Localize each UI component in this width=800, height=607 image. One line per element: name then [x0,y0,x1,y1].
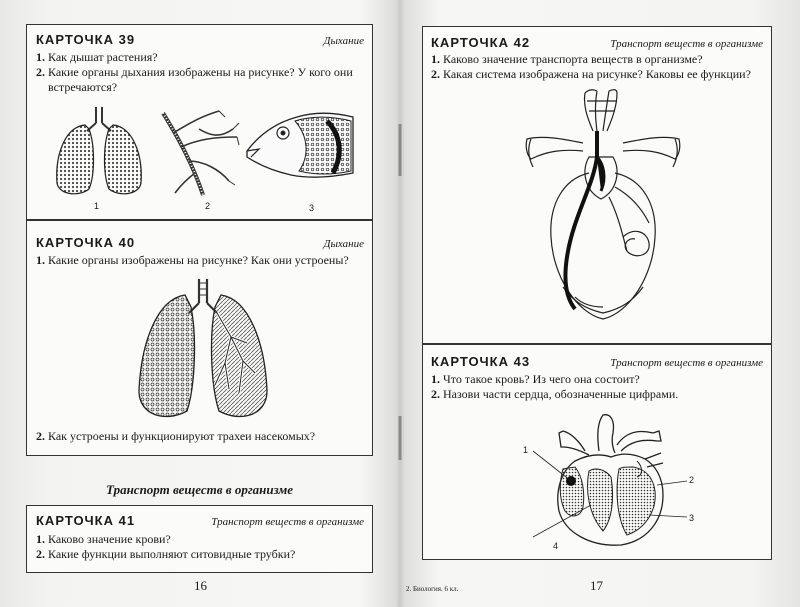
card-40-topic: Дыхание [323,238,364,250]
lungs-illustration-2 [135,277,271,425]
card-43-topic: Транспорт веществ в организме [610,357,763,369]
card-40-title: КАРТОЧКА 40 [36,235,136,250]
card-39-topic: Дыхание [323,35,364,47]
card-42-question-1: Каково значение транспорта веществ в организме? [443,52,703,66]
circulatory-system-illustration [523,87,683,327]
card-41: КАРТОЧКА 41 Транспорт веществ в организме 1. Каково значение крови? 2. Какие функции выполняют ситовидные трубки? [26,505,373,573]
binding-staples [392,120,408,480]
card-40-question-2: Как устроены и функционируют трахеи насекомых? [48,429,316,443]
left-page [0,0,396,607]
card-39-question-2-cont: встречаются? [48,80,118,94]
page-number-left: 16 [194,578,207,593]
card-41-topic: Транспорт веществ в организме [211,516,364,528]
card-39-label-1: 1 [94,201,100,211]
heart-label-4: 4 [553,541,559,551]
card-43-title: КАРТОЧКА 43 [431,354,531,369]
card-40: КАРТОЧКА 40 Дыхание 1. Какие органы изображены на рисунке? Как они устроены? 2. Как устроены и функционируют трахеи насекомых? [26,220,373,456]
lungs-illustration-1 [51,105,147,197]
card-41-question-1: Каково значение крови? [48,532,171,546]
heart-label-3: 3 [689,513,695,523]
card-42-question-2: Какая система изображена на рисунке? Каковы ее функции? [443,67,751,81]
card-39-label-3: 3 [309,203,315,213]
page-number-right: 17 [590,578,603,593]
card-42-topic: Транспорт веществ в организме [610,38,763,50]
card-41-title: КАРТОЧКА 41 [36,513,136,528]
tracheae-illustration [159,109,241,197]
card-43-question-2: Назови части сердца, обозначенные цифрами. [443,387,679,401]
footnote: 2. Биология. 6 кл. [406,585,459,593]
right-page [404,0,800,607]
card-39: КАРТОЧКА 39 Дыхание 1. Как дышат растения? 2. Какие органы дыхания изображены на рисунке? У кого они встречаются? 1 2 3 [26,24,373,220]
card-43: КАРТОЧКА 43 Транспорт веществ в организме 1. Что такое кровь? Из чего она состоит? 2. Назови части сердца, обозначенные цифрами. 1 2 3 4 [422,344,772,560]
fish-gills-illustration [245,107,355,185]
card-41-question-2: Какие функции выполняют ситовидные трубки? [48,547,296,561]
card-39-question-1: Как дышат растения? [48,50,158,64]
section-title: Транспорт веществ в организме [105,482,294,497]
card-42: КАРТОЧКА 42 Транспорт веществ в организме 1. Каково значение транспорта веществ в организме? 2. Какая система изображена на рисунке? Каковы ее функции? [422,26,772,344]
card-42-title: КАРТОЧКА 42 [431,35,531,50]
heart-label-1: 1 [523,445,529,455]
card-40-question-1: Какие органы изображены на рисунке? Как они устроены? [48,253,349,267]
card-43-question-1: Что такое кровь? Из чего она состоит? [443,372,640,386]
card-39-title: КАРТОЧКА 39 [36,32,136,47]
heart-label-lines [531,445,711,545]
card-39-question-2: Какие органы дыхания изображены на рисунке? У кого они [48,65,353,79]
heart-label-2: 2 [689,475,695,485]
card-39-label-2: 2 [205,201,211,211]
